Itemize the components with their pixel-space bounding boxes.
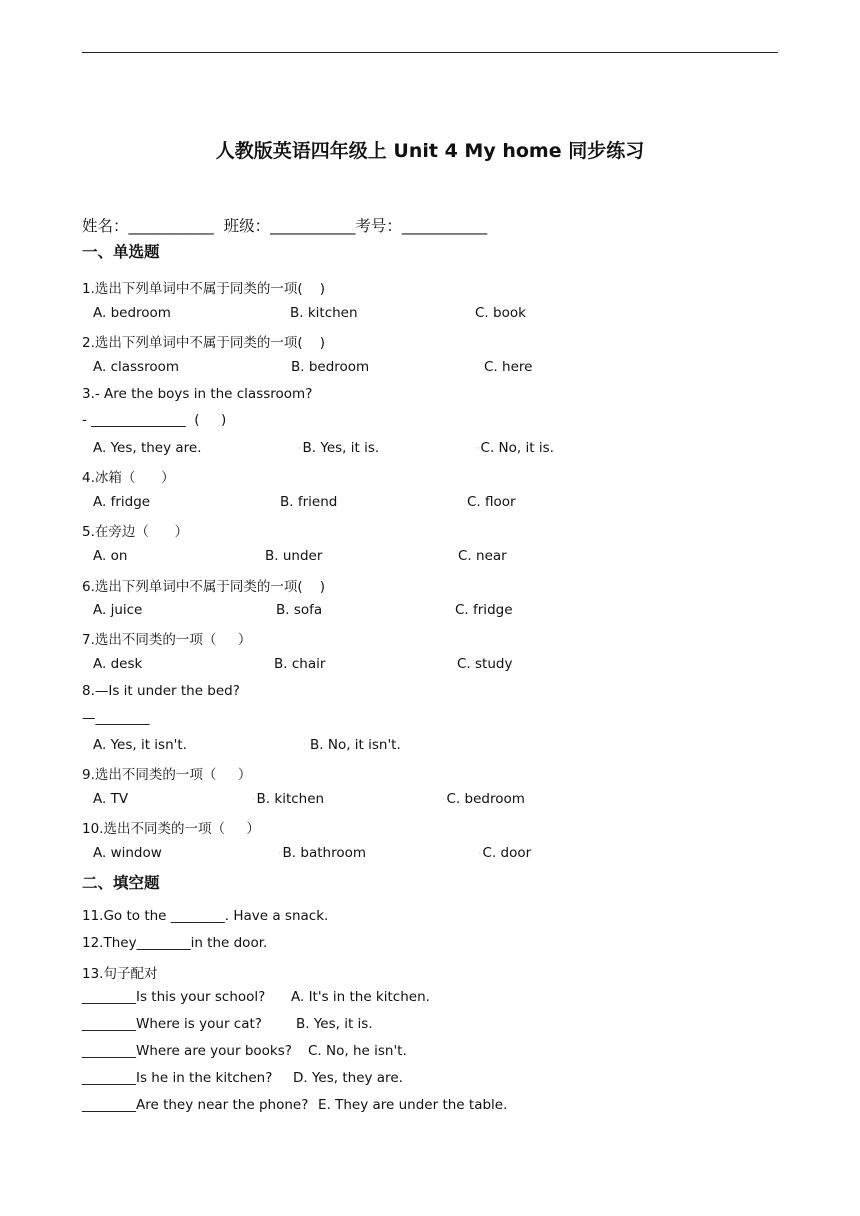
option-c: C. fridge — [455, 602, 513, 618]
question-stem: 9.选出不同类的一项（ ） — [82, 767, 252, 783]
option-b: B. sofa — [276, 602, 323, 618]
option-c: C. floor — [467, 494, 516, 510]
option-c: C. study — [457, 656, 513, 672]
student-info-line: 姓名：___________ 班级：___________考号：___________ — [82, 217, 488, 235]
question-stem: 8.—Is it under the bed? — [82, 683, 240, 699]
option-b: ◦B. Yes, it is. — [298, 440, 380, 456]
matching-left: ________Where are your books? — [82, 1043, 292, 1059]
question-stem: 1.选出下列单词中不属于同类的一项( ) — [82, 281, 326, 297]
matching-right: C. No, he isn't. — [308, 1043, 407, 1059]
question-stem: 4.冰箱（ ） — [82, 470, 175, 486]
section-heading-fill-in: 二、填空题 — [82, 874, 160, 892]
page-title: 人教版英语四年级上 Unit 4 My home 同步练习 — [215, 140, 645, 162]
option-b: ◦B. kitchen — [252, 791, 325, 807]
question-answer-blank: —________ — [82, 710, 150, 726]
option-a: A. juice — [93, 602, 143, 618]
question-stem: 3.- Are the boys in the classroom? — [82, 386, 313, 402]
matching-left: ________Is this your school? — [82, 989, 266, 1005]
option-marker-icon: ◦ — [476, 444, 480, 452]
option-c: ◦C. door — [478, 845, 532, 861]
matching-right: B. Yes, it is. — [296, 1016, 373, 1032]
fill-question: 11.Go to the ________. Have a snack. — [82, 908, 329, 924]
matching-right: D. Yes, they are. — [293, 1070, 403, 1086]
fill-question: 12.They________in the door. — [82, 935, 268, 951]
option-a: A. fridge — [93, 494, 151, 510]
option-marker-icon: ◦ — [298, 444, 302, 452]
option-b: B. under — [265, 548, 323, 564]
option-marker-icon: ◦ — [252, 795, 256, 803]
option-a: A. bedroom — [93, 305, 171, 321]
option-c: C. near — [458, 548, 507, 564]
option-b: B. bedroom — [291, 359, 370, 375]
option-a: A. classroom — [93, 359, 180, 375]
matching-left: ________Is he in the kitchen? — [82, 1070, 273, 1086]
question-stem: 5.在旁边（ ） — [82, 524, 189, 540]
option-b: B. chair — [274, 656, 326, 672]
option-a: A. Yes, it isn't. — [93, 737, 187, 753]
option-c: C. book — [475, 305, 526, 321]
matching-right: E. They are under the table. — [318, 1097, 508, 1113]
option-b: B. No, it isn't. — [310, 737, 401, 753]
option-a: A. Yes, they are. — [93, 440, 202, 456]
option-a: A. on — [93, 548, 128, 564]
matching-left: ________Where is your cat? — [82, 1016, 262, 1032]
option-b: ◦B. bathroom — [278, 845, 367, 861]
section-heading-single-choice: 一、单选题 — [82, 243, 160, 261]
option-c: ◦C. bedroom — [442, 791, 525, 807]
matching-left: ________Are they near the phone? — [82, 1097, 309, 1113]
fill-question: 13.句子配对 — [82, 966, 158, 982]
option-c: ◦C. No, it is. — [476, 440, 554, 456]
option-marker-icon: ◦ — [442, 795, 446, 803]
option-c: C. here — [484, 359, 533, 375]
option-a: A. window — [93, 845, 162, 861]
question-answer-blank: - ______________ ( ) — [82, 412, 227, 428]
question-stem: 2.选出下列单词中不属于同类的一项( ) — [82, 335, 326, 351]
option-b: B. kitchen — [290, 305, 358, 321]
option-a: A. desk — [93, 656, 143, 672]
option-b: B. friend — [280, 494, 338, 510]
option-a: A. TV — [93, 791, 129, 807]
matching-right: A. It's in the kitchen. — [291, 989, 430, 1005]
question-stem: 6.选出下列单词中不属于同类的一项( ) — [82, 579, 326, 595]
question-stem: 10.选出不同类的一项（ ） — [82, 821, 260, 837]
option-marker-icon: ◦ — [478, 849, 482, 857]
option-marker-icon: ◦ — [278, 849, 282, 857]
question-stem: 7.选出不同类的一项（ ） — [82, 632, 252, 648]
header-rule — [82, 52, 778, 53]
